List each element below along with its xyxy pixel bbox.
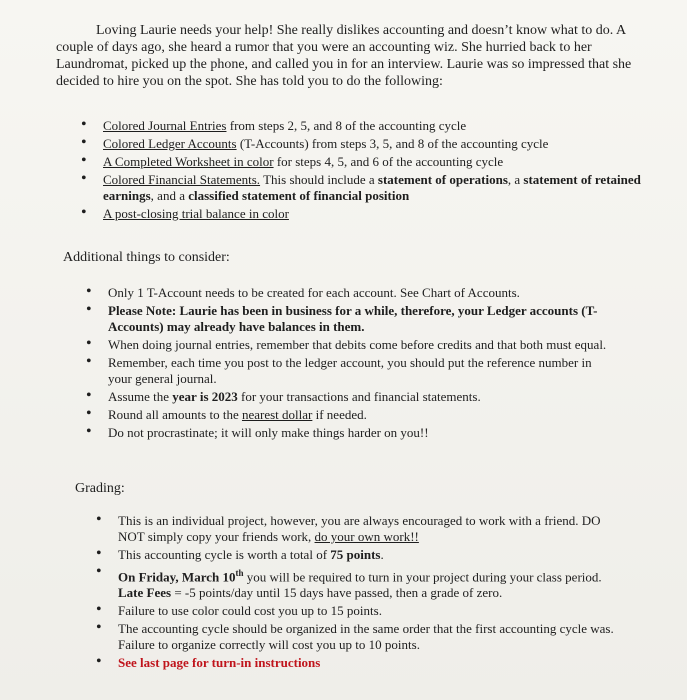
grading-text: This accounting cycle is worth a total of [118, 547, 331, 562]
grading-superscript: th [235, 568, 244, 578]
task-title: A Completed Worksheet in color [103, 154, 274, 169]
additional-bold: year is 2023 [172, 389, 238, 404]
grading-list [118, 513, 618, 673]
additional-text: Assume the [108, 389, 173, 404]
additional-text: Remember, each time you post to the ledger account, you should put the reference number in your general journal. [108, 355, 592, 386]
additional-text: When doing journal entries, remember that debits come before credits and that both must equal. [108, 337, 607, 352]
additional-list [108, 285, 613, 443]
grading-text: This is an individual project, however, you are always encouraged to work with a friend. DO NOT simply copy your friends work, [118, 513, 601, 544]
task-item [103, 154, 648, 170]
grading-bold: Late Fees [118, 585, 172, 601]
additional-text: for your transactions and financial statements. [237, 389, 481, 404]
turn-in-instructions-note: See last page for turn-in instructions [118, 655, 321, 671]
grading-item [118, 603, 618, 619]
additional-text: Please Note: Laurie has been in business for a while, therefore, your Ledger accounts (T-Accounts) may already have balances in them. [108, 303, 598, 334]
grading-item [118, 621, 618, 653]
grading-text: Failure to use color could cost you up to 15 points. [118, 603, 382, 619]
additional-text: Round all amounts to the [108, 407, 242, 422]
grading-item [118, 565, 618, 601]
task-title: A post-closing trial balance in color [103, 206, 289, 221]
task-title: Colored Ledger Accounts [103, 136, 237, 151]
task-bold-term: statement of operations [377, 172, 508, 187]
intro-sentence-3: She hurried back to her Laundromat, picked up the phone, and called you in for an interview. [56, 40, 592, 72]
grading-text: = -5 points/day until 15 days have passed, then a grade of zero. [171, 585, 503, 601]
intro-paragraph [56, 22, 646, 90]
grading-item [118, 513, 618, 545]
grading-bold: On Friday, March 10 [118, 569, 236, 585]
task-title: Colored Financial Statements. [103, 172, 261, 187]
intro-sentence-5: She has told you to do the following: [235, 74, 443, 89]
additional-item [108, 303, 613, 335]
task-title: Colored Journal Entries [103, 118, 227, 133]
task-connector: , and a [150, 188, 189, 203]
additional-text: if needed. [312, 407, 367, 422]
task-connector: , a [507, 172, 524, 187]
task-item [103, 118, 648, 134]
task-bold-term: classified statement of financial position [188, 188, 410, 203]
additional-item [108, 355, 613, 387]
grading-bold: 75 points [330, 547, 381, 562]
intro-sentence-1: Loving Laurie needs your help! She really dislikes accounting and doesn’t know what to do. [96, 23, 614, 38]
grading-text: you will be required to turn in your project during your class period. [243, 569, 602, 585]
task-detail: from steps 2, 5, and 8 of the accounting cycle [226, 118, 467, 133]
grading-text: . [380, 547, 384, 562]
additional-item [108, 425, 613, 441]
grading-text: The accounting cycle should be organized in the same order that the first accounting cycle was. Failure to organize correctly will cost you up to 10 points. [118, 621, 614, 653]
task-detail: This should include a [260, 172, 378, 187]
grading-heading: Grading: [75, 481, 125, 496]
task-item [103, 172, 648, 204]
grading-item [118, 655, 618, 671]
intro-sentence-2: A couple of days ago, she heard a rumor that you were an accounting wiz. [56, 23, 626, 55]
grading-item [118, 547, 618, 563]
task-item [103, 136, 648, 152]
additional-text: Only 1 T-Account needs to be created for each account. See Chart of Accounts. [108, 285, 520, 300]
additional-item [108, 337, 613, 353]
task-detail: (T-Accounts) from steps 3, 5, and 8 of the accounting cycle [236, 136, 549, 151]
additional-heading: Additional things to consider: [63, 250, 230, 265]
task-bold-term: statement of retained earnings [103, 172, 641, 203]
additional-underlined: nearest dollar [241, 407, 313, 422]
task-item [103, 206, 648, 222]
additional-item [108, 285, 613, 301]
additional-item [108, 389, 613, 405]
task-list [103, 118, 648, 224]
grading-underlined: do your own work!! [314, 529, 419, 544]
additional-item [108, 407, 613, 423]
task-detail: for steps 4, 5, and 6 of the accounting cycle [273, 154, 504, 169]
additional-text: Do not procrastinate; it will only make things harder on you!! [108, 425, 429, 440]
intro-sentence-4: Laurie was so impressed that she decided to hire you on the spot. [56, 57, 632, 89]
